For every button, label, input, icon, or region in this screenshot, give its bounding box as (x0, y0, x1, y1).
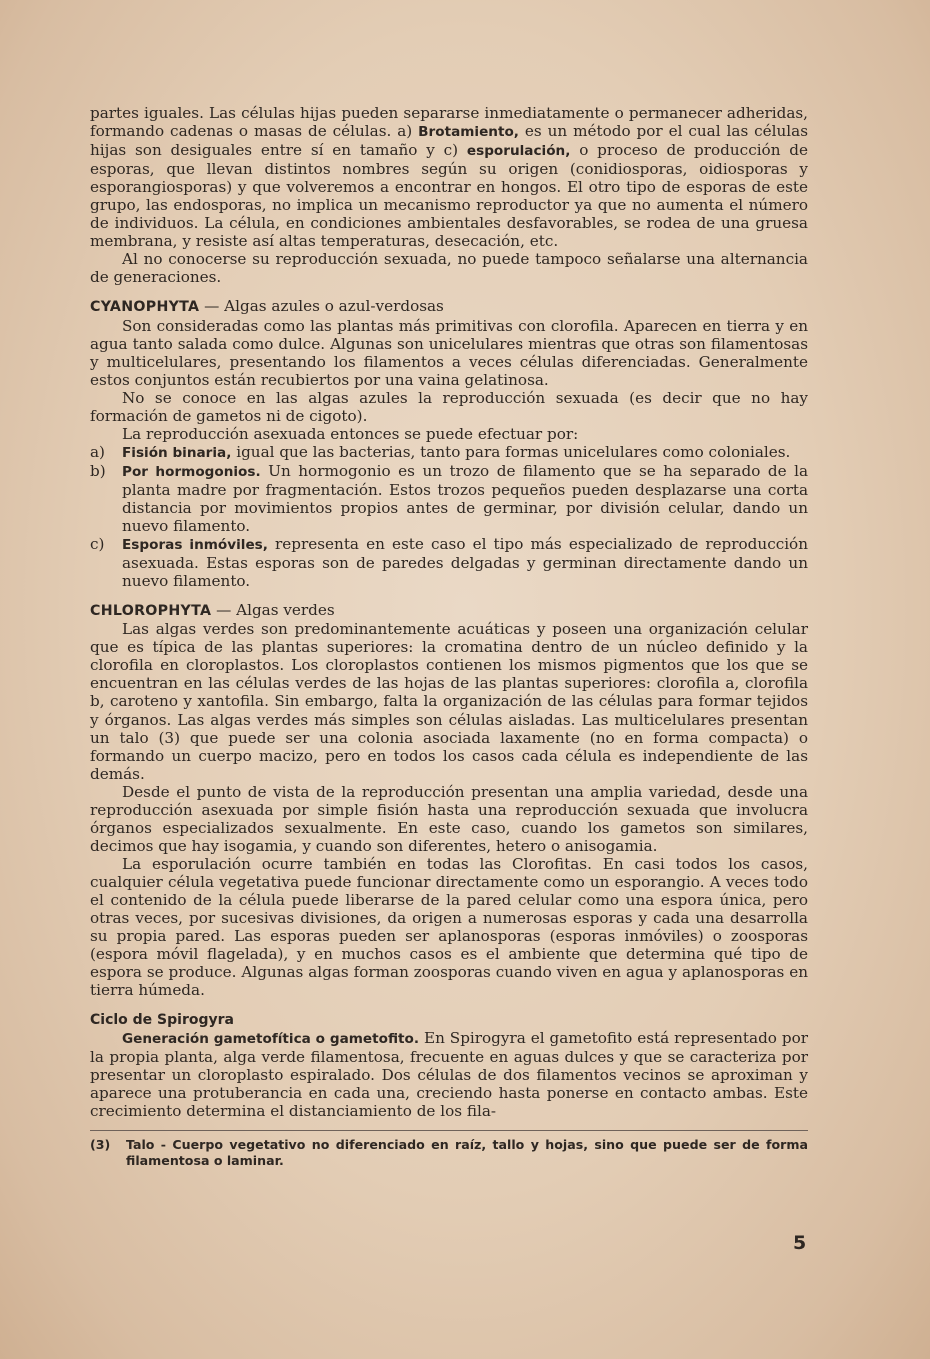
footnote-marker: (3) (90, 1136, 111, 1152)
paragraph-term: Generación gametofítica o gametofito. (122, 1031, 420, 1048)
paragraph (90, 1029, 808, 1120)
paragraph: Las algas verdes son predominantemente acuáticas y poseen una organización celular que es típica de las plantas superiores: la cromatina dentro de un núcleo definido y la clorofila en cloroplastos. Los cloroplastos contienen los mismos pigmentos que los que se encuentran en las células verdes de las hojas de las plantas superiores: clorofila a, clorofila b, caroteno y xantofila. Sin embargo, falta la organización de las células para formar tejidos y órganos. Las algas verdes más simples son células aisladas. Las multicelulares presentan un talo (3) que puede ser una colonia asociada laxamente (no en forma compacta) o formando un cuerpo macizo, pero en todos los casos cada célula es independiente de las demás. (90, 620, 808, 783)
section-title: CHLOROPHYTA (90, 603, 212, 620)
section-title: CYANOPHYTA (90, 299, 200, 316)
page-number: 5 (793, 1232, 807, 1254)
list-term: Fisión binaria, (122, 444, 232, 461)
footnote-text: Talo - Cuerpo vegetativo no diferenciado en raíz, tallo y hojas, sino que puede ser de forma filamentosa o laminar. (126, 1136, 808, 1168)
footnote (90, 1137, 808, 1169)
section-heading-cyanophyta (90, 297, 808, 316)
paragraph: La esporulación ocurre también en todas las Clorofitas. En casi todos los casos, cualquier célula vegetativa puede funcionar directamente como un esporangio. A veces todo el contenido de la célula puede liberarse de la pared celular como una espora única, pero otras veces, por sucesivas divisiones, da origen a numerosas esporas y cada una desarrolla su propia pared. Las esporas pueden ser aplanosporas (esporas inmóviles) o zoosporas (espora móvil flagelada), y en muchos casos es el ambiente que determina qué tipo de espora se produce. Algunas algas forman zoosporas cuando viven en agua y aplanosporas en tierra húmeda. (90, 854, 808, 1000)
list-marker: b) (90, 461, 106, 480)
text-run: partes iguales. Las células hijas pueden separarse inmediatamente o permanecer adheridas, formando cadenas o masas de células. a) (90, 104, 808, 141)
list-marker: a) (90, 442, 105, 461)
paragraph: Al no conocerse su reproducción sexuada, no puede tampoco señalarse una alternancia de generaciones. (90, 250, 808, 287)
section-subtitle: — Algas verdes (211, 601, 335, 620)
list-text: representa en este caso el tipo más especializado de reproducción asexuada. Estas esporas son de paredes delgadas y germinan directamente dando un nuevo filamento. (122, 535, 808, 591)
term-esporulacion: esporulación, (466, 143, 571, 160)
term-brotamiento: Brotamiento, (418, 124, 519, 141)
list-item (90, 462, 808, 535)
text-run: o proceso de producción de esporas, que llevan distintos nombres según su origen (conidiosporas, oidiosporas y esporangiosporas) y que volveremos a encontrar en hongos. El otro tipo de esporas de este grupo, las endosporas, no implica un mecanismo reproductor ya que no aumenta el número de individuos. La célula, en condiciones ambientales desfavorables, se rodea de una gruesa membrana, y resiste así altas temperaturas, desecación, etc. (90, 141, 809, 251)
footnote-divider (90, 1130, 808, 1131)
paragraph: No se conoce en las algas azules la reproducción sexuada (es decir que no hay formación de gametos ni de cigoto). (90, 388, 808, 425)
text-run: es un método por el cual las células hijas son desiguales entre sí en tamaño y c) (90, 122, 809, 160)
section-subtitle: — Algas azules o azul-verdosas (199, 297, 444, 316)
paragraph: Son consideradas como las plantas más primitivas con clorofila. Aparecen en tierra y en agua tanto salada como dulce. Algunas son unicelulares mientras que otras son filamentosas y multicelulares, presentando los filamentos a veces células diferenciadas. Generalmente estos conjuntos están recubiertos por una vaina gelatinosa. (90, 316, 808, 389)
paragraph: Desde el punto de vista de la reproducción presentan una amplia variedad, desde una reproducción asexuada por simple fisión hasta una reproducción sexuada que involucra órganos especializados sexualmente. En este caso, cuando los gametos son similares, decimos que hay isogamia, y cuando son diferentes, hetero o anisogamia. (90, 782, 808, 855)
subsection-title: Ciclo de Spirogyra (90, 1012, 234, 1029)
paragraph: La reproducción asexuada entonces se puede efectuar por: (122, 424, 579, 443)
list-text: igual que las bacterias, tanto para formas unicelulares como coloniales. (231, 442, 791, 461)
list-item (90, 443, 808, 462)
page-body (90, 104, 808, 1169)
subsection-heading (90, 1010, 808, 1029)
list-marker: c) (90, 535, 105, 554)
text-run: En Spirogyra el gametofito está representado por la propia planta, alga verde filamentosa, frecuente en aguas dulces y que se caracteriza por presentar un cloroplasto espiralado. Dos células de dos filamentos vecinos se aproximan y aparece una protuberancia en cada una, creciendo hasta ponerse en contacto ambas. Este crecimiento determina el distanciamiento de los fila- (90, 1029, 808, 1121)
list-term: Esporas inmóviles, (122, 537, 268, 554)
list-text: Un hormogonio es un trozo de filamento que se ha separado de la planta madre por fragmentación. Estos trozos pequeños pueden desplazarse una corta distancia por movimientos propios antes de germinar, por división celular, dando un nuevo filamento. (122, 461, 808, 536)
section-heading-chlorophyta (90, 601, 808, 620)
list-item (90, 535, 808, 590)
list-term: Por hormogonios. (122, 463, 261, 480)
paragraph (90, 104, 808, 250)
